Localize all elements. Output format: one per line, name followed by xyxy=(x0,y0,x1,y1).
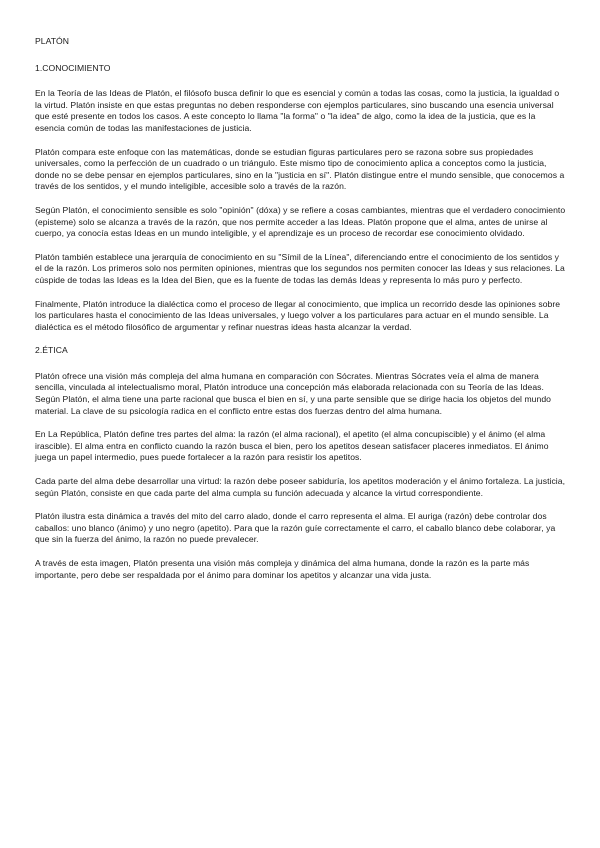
section-heading-etica: 2.ÉTICA xyxy=(35,345,68,356)
paragraph: Platón compara este enfoque con las matemáticas, donde se estudian figuras particulares pero se razona sobre sus propiedades universales, como la perfección de un cuadrado o un triángulo. Este mismo tipo de conocimiento aplica a conceptos como la justicia, donde no se debe pensar en ejemplos particulares, sino en la "justicia en sí". Platón distingue entre el mundo sensible, que conocemos a través de los sentidos, y el mundo inteligible, accesible solo a través de la razón. xyxy=(35,146,565,192)
paragraph: Finalmente, Platón introduce la dialéctica como el proceso de llegar al conocimiento, que implica un recorrido desde las opiniones sobre los particulares hasta el conocimiento de las Ideas universales, y luego volver a los particulares para actuar en el mundo sensible. La dialéctica es el método filosófico de argumentar y refinar nuestras ideas hasta alcanzar la verdad. xyxy=(35,298,561,332)
paragraph: Platón ilustra esta dinámica a través del mito del carro alado, donde el carro representa el alma. El auriga (razón) debe controlar dos caballos: uno blanco (ánimo) y uno negro (apetito). Para que la razón guíe correctamente el carro, el caballo blanco debe colaborar, ya que sin la fuerza del ánimo, la razón no puede prevalecer. xyxy=(35,511,556,545)
paragraph: Cada parte del alma debe desarrollar una virtud: la razón debe poseer sabiduría, los apetitos moderación y el ánimo fortaleza. La justicia, según Platón, consiste en que cada parte del alma cumpla su función adecuada y alcance la virtud correspondiente. xyxy=(35,476,566,498)
paragraph: En La República, Platón define tres partes del alma: la razón (el alma racional), el apetito (el alma concupiscible) y el ánimo (el alma irascible). El alma entra en conflicto cuando la razón busca el bien, pero los apetitos desean satisfacer placeres inmediatos. El ánimo juega un papel intermedio, pues puede fortalecer a la razón para resistir los apetitos. xyxy=(35,429,549,463)
section-heading-conocimiento: 1.CONOCIMIENTO xyxy=(35,62,111,73)
paragraph: Según Platón, el conocimiento sensible es solo "opinión" (dóxa) y se refiere a cosas cambiantes, mientras que el verdadero conocimiento (episteme) solo se alcanza a través de la razón, que nos permite acceder a las Ideas. Platón propone que el alma, antes de unirse al cuerpo, ya conocía estas Ideas en un mundo inteligible, y el aprendizaje es un proceso de recordar ese conocimiento olvidado. xyxy=(35,204,566,239)
paragraph: A través de esta imagen, Platón presenta una visión más compleja y dinámica del alma humana, donde la razón es la parte más importante, pero debe ser respaldada por el ánimo para dominar los apetitos y alcanzar una vida justa. xyxy=(35,558,530,580)
document-page xyxy=(35,36,567,593)
paragraph: Platón ofrece una visión más compleja del alma humana en comparación con Sócrates. Mientras Sócrates veía el alma de manera sencilla, vinculada al intelectualismo moral, Platón introduce una concepción más elaborada relacionada con su Teoría de las Ideas. Según Platón, el alma tiene una parte racional que busca el bien en sí, y una parte sensible que se dirige hacia los objetos del mundo material. La clave de su psicología radica en el conflicto entre estas dos fuerzas dentro del alma humana. xyxy=(35,370,551,416)
document-title: PLATÓN xyxy=(35,36,70,46)
paragraph: Platón también establece una jerarquía de conocimiento en su "Símil de la Línea", diferenciando entre el conocimiento de los sentidos y el de la razón. Los primeros solo nos permiten opiniones, mientras que los segundos nos permiten conocer las Ideas y sus relaciones. La cúspide de todas las Ideas es la Idea del Bien, que es la fuente de todas las demás Ideas y representa lo más puro y perfecto. xyxy=(35,251,565,285)
paragraph: En la Teoría de las Ideas de Platón, el filósofo busca definir lo que es esencial y común a todas las cosas, como la justicia, la igualdad o la virtud. Platón insiste en que estas preguntas no deben responderse con ejemplos particulares, sino buscando una esencia universal que esté presente en todos los casos. A este concepto lo llama "la forma" o "la idea" de algo, como la idea de la justicia, que es la esencia común de todas las manifestaciones de justicia. xyxy=(35,88,560,133)
